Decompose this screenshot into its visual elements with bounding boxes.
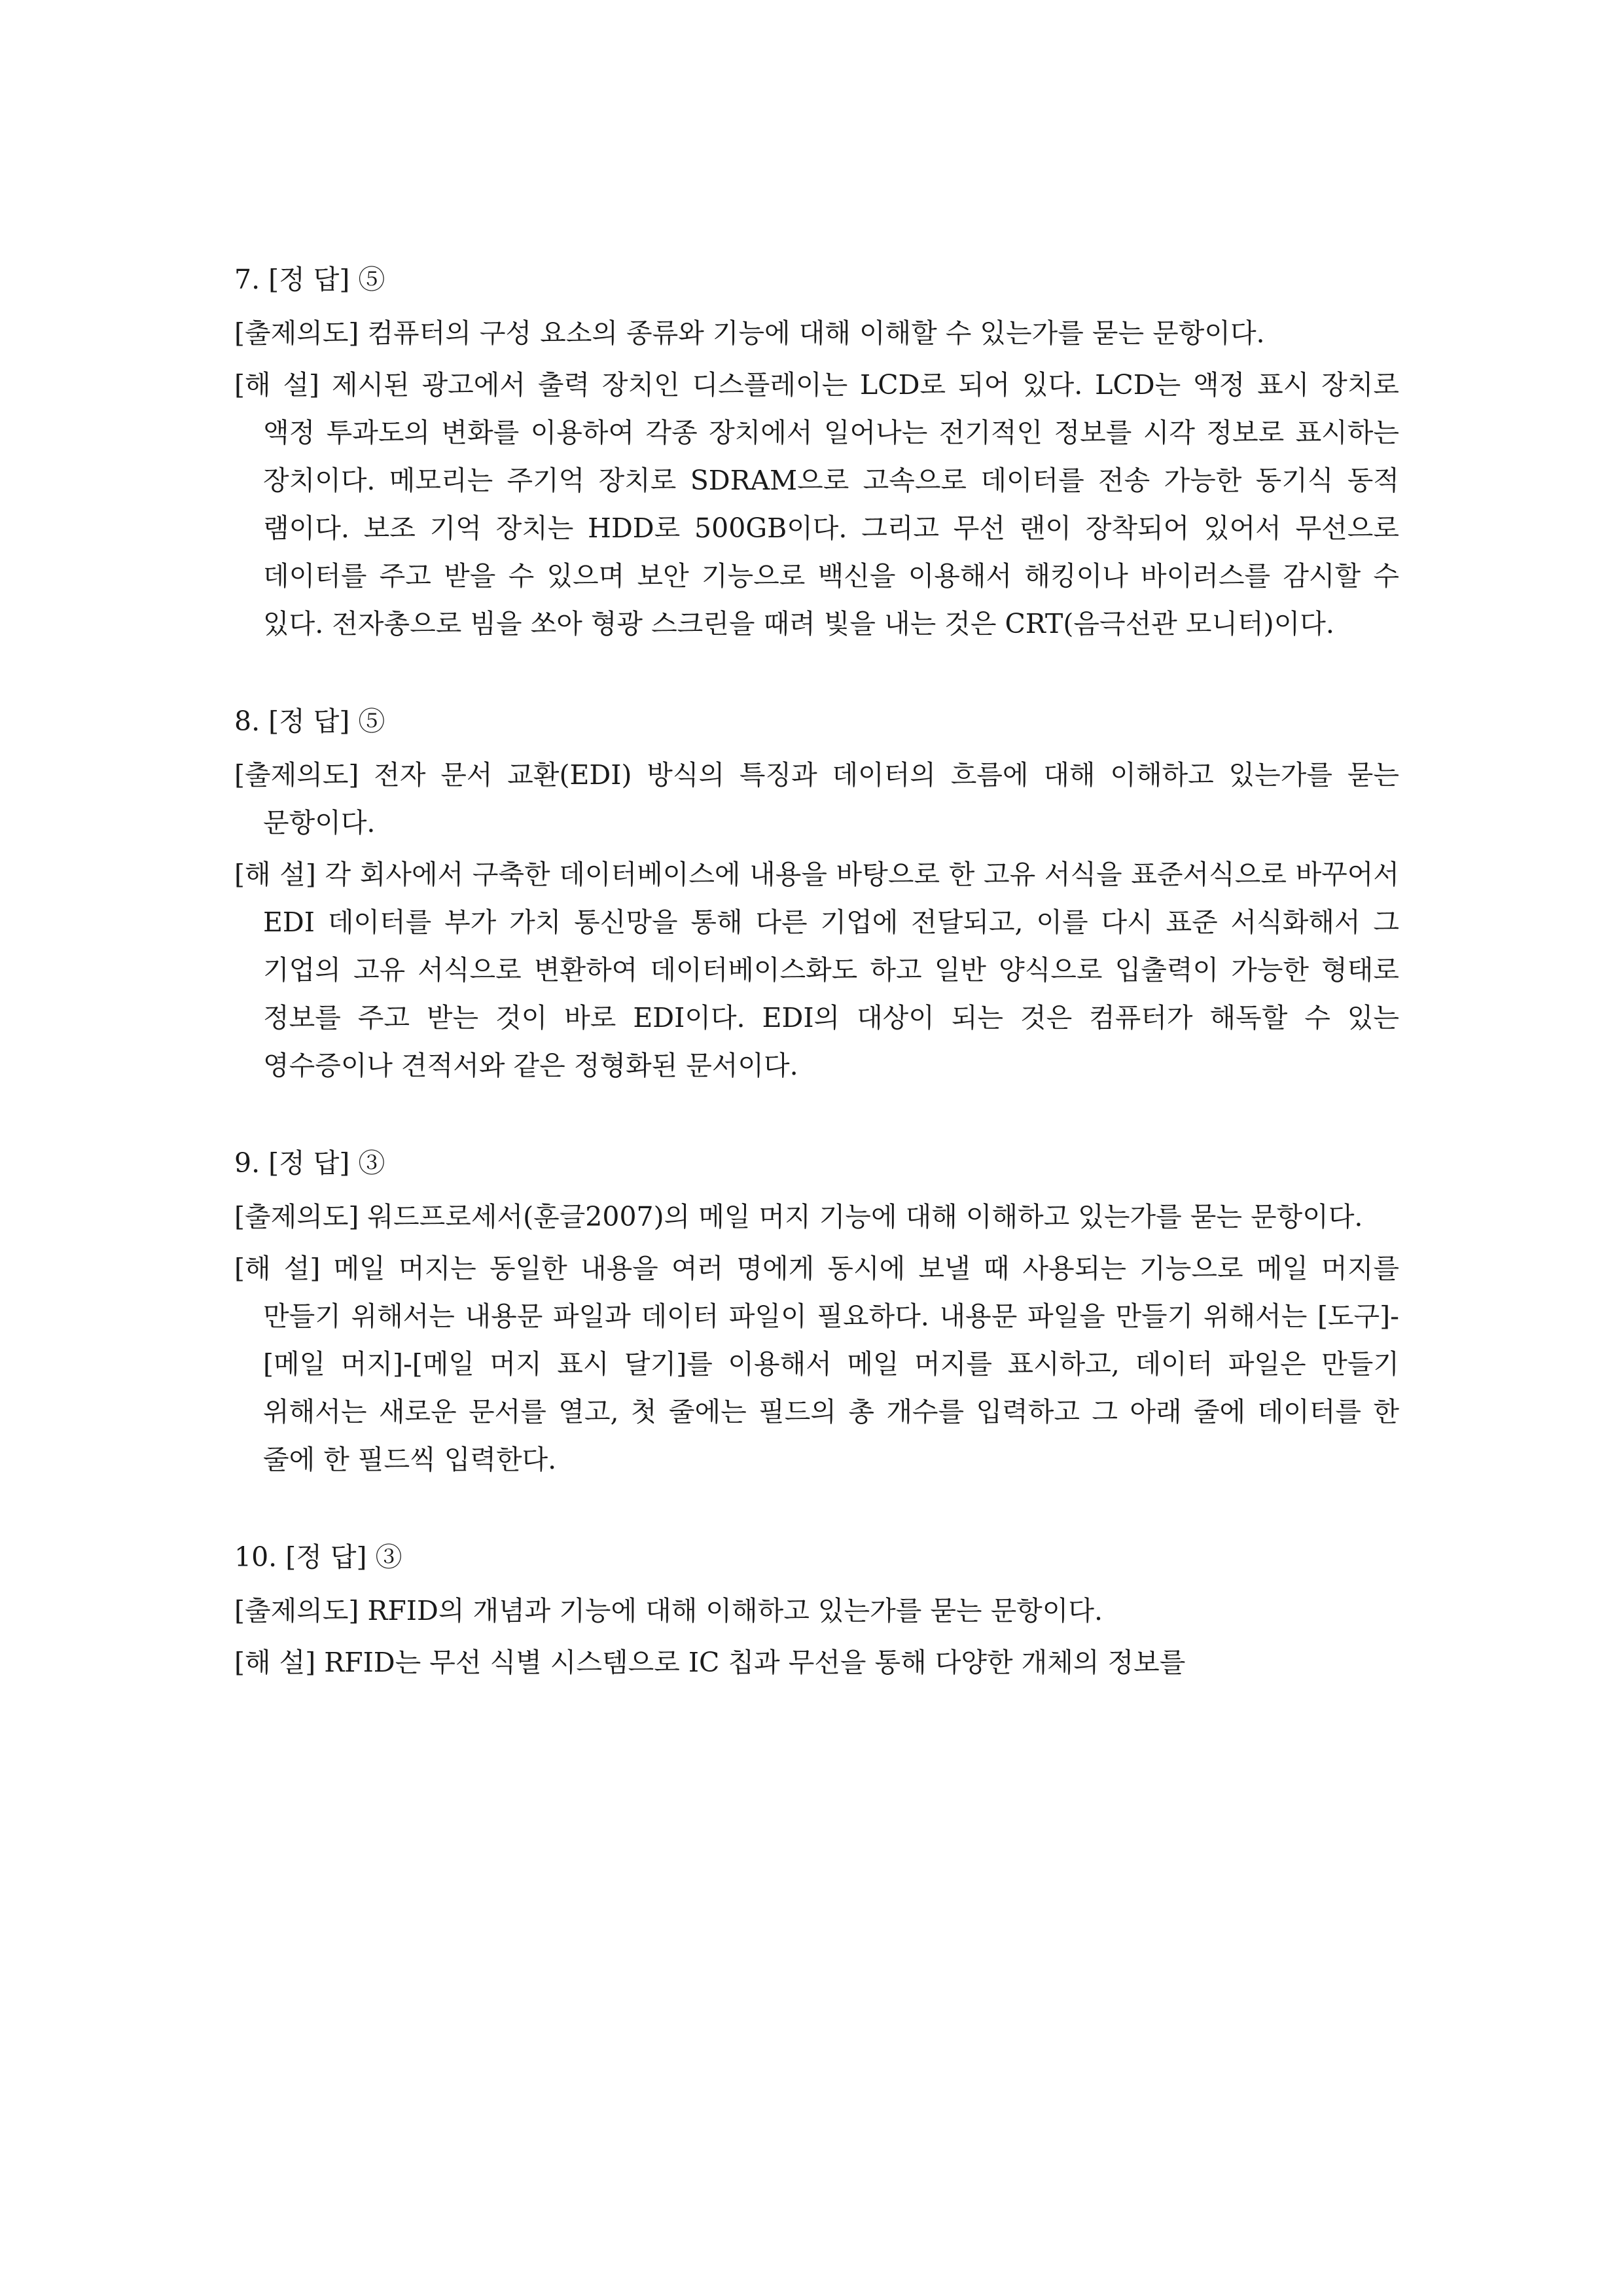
question-intent: [출제의도] 워드프로세서(훈글2007)의 메일 머지 기능에 대해 이해하고 있는가를 묻는 문항이다. xyxy=(234,1201,1363,1232)
explanation: [해 설] RFID는 무선 식별 시스템으로 IC 칩과 무선을 통해 다양한 개체의 정보를 xyxy=(234,1647,1186,1678)
answer-heading: 9. [정 답] ③ xyxy=(234,1147,385,1179)
answer-explanation-page xyxy=(234,259,1399,1739)
answer-item-7 xyxy=(234,259,1399,648)
answer-item-9 xyxy=(234,1142,1399,1484)
question-intent: [출제의도] RFID의 개념과 기능에 대해 이해하고 있는가를 묻는 문항이다. xyxy=(234,1595,1103,1626)
explanation: [해 설] 메일 머지는 동일한 내용을 여러 명에게 동시에 보낼 때 사용되는 기능으로 메일 머지를 만들기 위해서는 내용문 파일과 데이터 파일이 필요하다. 내용문 파일을 만들기 위해서는 [도구]-[메일 머지]-[메일 머지 표시 달기]를 이용해서 메일 머지를 표시하고, 데이터 파일은 만들기 위해서는 새로운 문서를 열고, 첫 줄에는 필드의 총 개수를 입력하고 그 아래 줄에 데이터를 한 줄에 한 필드씩 입력한다. xyxy=(234,1253,1399,1475)
answer-heading: 10. [정 답] ③ xyxy=(234,1541,402,1573)
question-intent: [출제의도] 전자 문서 교환(EDI) 방식의 특징과 데이터의 흐름에 대해 이해하고 있는가를 묻는 문항이다. xyxy=(234,759,1399,838)
answer-item-8 xyxy=(234,700,1399,1090)
answer-item-10 xyxy=(234,1536,1399,1687)
question-intent: [출제의도] 컴퓨터의 구성 요소의 종류와 기능에 대해 이해할 수 있는가를 묻는 문항이다. xyxy=(234,317,1265,349)
explanation: [해 설] 제시된 광고에서 출력 장치인 디스플레이는 LCD로 되어 있다. LCD는 액정 표시 장치로 액정 투과도의 변화를 이용하여 각종 장치에서 일어나는 전기적인 정보를 시각 정보로 표시하는 장치이다. 메모리는 주기억 장치로 SDRAM으로 고속으로 데이터를 전송 가능한 동기식 동적 램이다. 보조 기억 장치는 HDD로 500GB이다. 그리고 무선 랜이 장착되어 있어서 무선으로 데이터를 주고 받을 수 있으며 보안 기능으로 백신을 이용해서 해킹이나 바이러스를 감시할 수 있다. 전자총으로 빔을 쏘아 형광 스크린을 때려 빛을 내는 것은 CRT(음극선관 모니터)이다. xyxy=(234,369,1399,639)
explanation: [해 설] 각 회사에서 구축한 데이터베이스에 내용을 바탕으로 한 고유 서식을 표준서식으로 바꾸어서 EDI 데이터를 부가 가치 통신망을 통해 다른 기업에 전달되고, 이를 다시 표준 서식화해서 그 기업의 고유 서식으로 변환하여 데이터베이스화도 하고 일반 양식으로 입출력이 가능한 형태로 정보를 주고 받는 것이 바로 EDI이다. EDI의 대상이 되는 것은 컴퓨터가 해독할 수 있는 영수증이나 견적서와 같은 정형화된 문서이다. xyxy=(234,859,1399,1081)
answer-heading: 7. [정 답] ⑤ xyxy=(234,264,385,295)
answer-heading: 8. [정 답] ⑤ xyxy=(234,706,385,737)
